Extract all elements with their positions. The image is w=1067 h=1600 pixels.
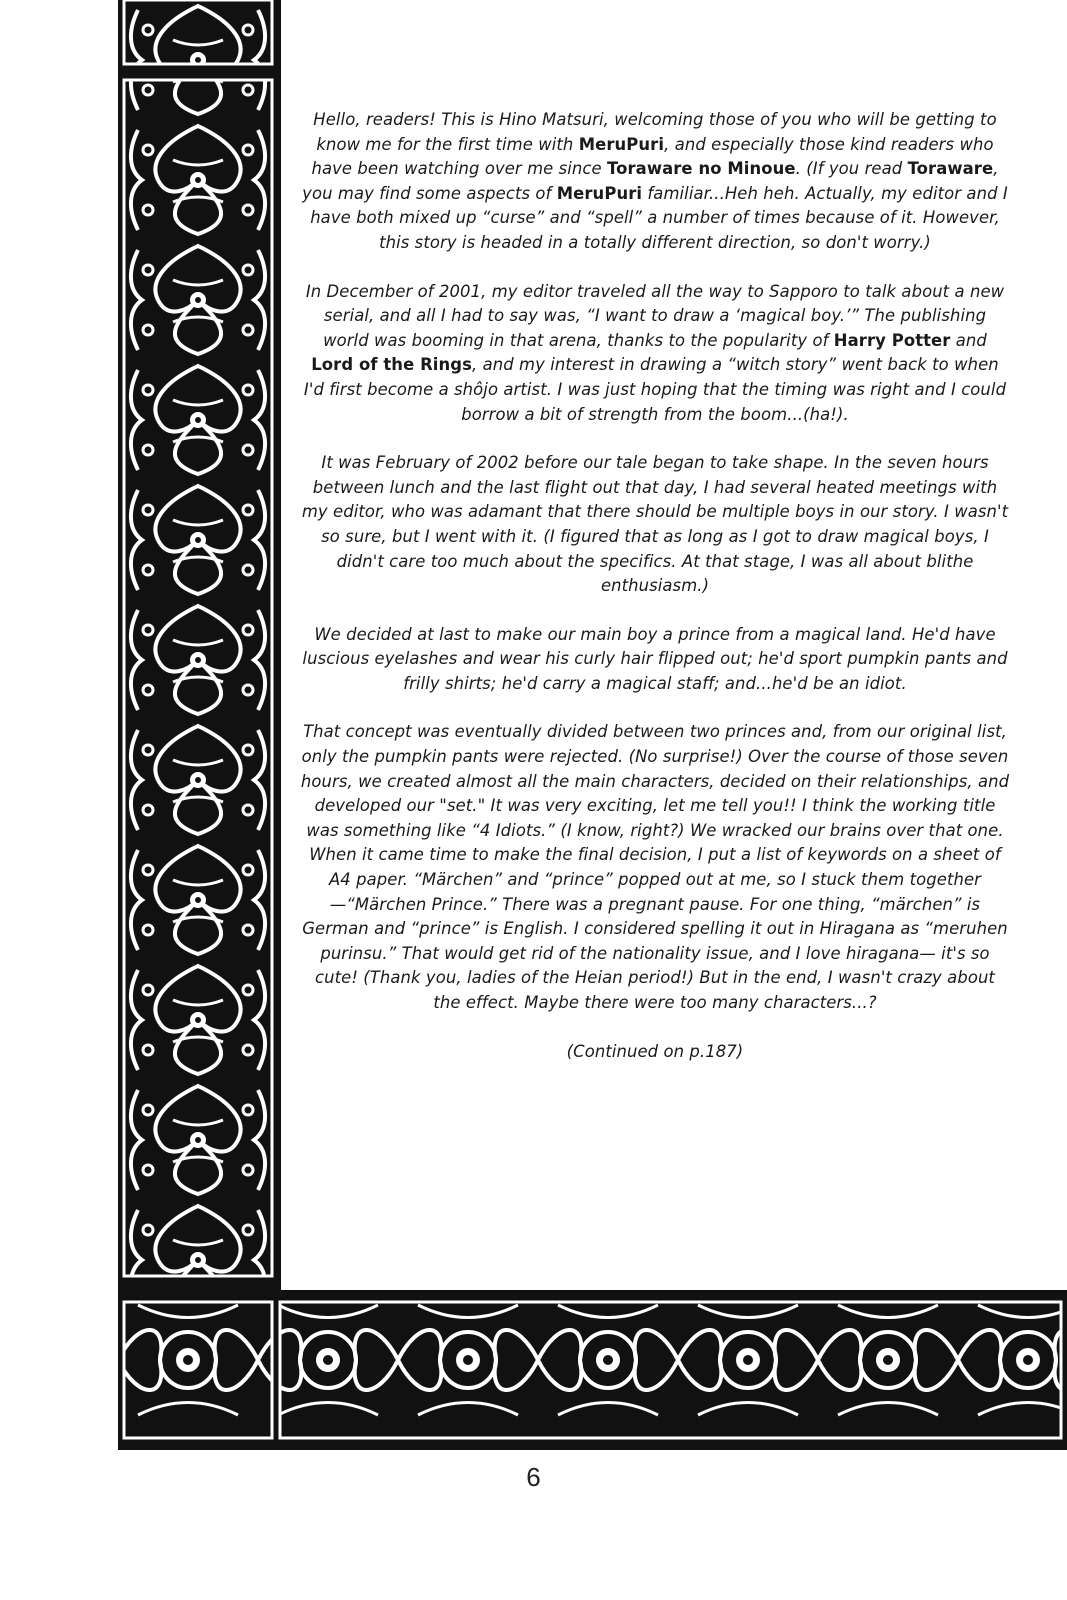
text-run: Hello, readers! This is Hino Matsuri, welcoming those of you who will be getting to know me for the first time with [313,110,997,154]
paragraph-3: It was February of 2002 before our tale began to take shape. In the seven hours between lunch and the last flight out that day, I had several heated meetings with my editor, who was adamant that there should be multiple boys in our story. I wasn't so sure, but I went with it. (I figured that as long as I got to draw magical boys, I didn't care too much about the specifics. At that stage, I was all about blithe enthusiasm.) [301,453,1009,596]
page-number: 6 [526,1462,541,1492]
paragraph-4: We decided at last to make our main boy a prince from a magical land. He'd have luscious eyelashes and wear his curly hair flipped out; he'd sport pumpkin pants and frilly shirts; he'd carry a magical staff; and...he'd be an idiot. [302,624,1008,693]
title-lord-of-the-rings: Lord of the Rings [311,355,472,375]
ornamental-border-bottom [118,1290,1067,1450]
text-run: In December of 2001, my editor traveled all the way to Sapporo to talk about a new serial, and all I had to say was, “I want to draw a ‘magical boy.’” The publishing world was booming in that arena, thanks to the popularity of [305,281,1005,350]
title-meru-puri: MeruPuri [578,134,665,154]
text-run: , you may find some aspects of [302,159,999,203]
body-text [300,108,1010,1088]
text-run: , and my interest in drawing a “witch story” went back to when I'd first become a shôjo artist. I was just hoping that the timing was right and I could borrow a bit of strength from the boom...(ha!). [303,355,1007,424]
title-meru-puri: MeruPuri [556,183,643,203]
paragraph-2 [300,280,1010,428]
title-toraware: Toraware [907,159,994,179]
title-toraware-no-minoue: Toraware no Minoue [607,159,796,179]
ornament-pattern-left [118,0,278,1290]
paragraph-5: That concept was eventually divided between two princes and, from our original list, only the pumpkin pants were rejected. (No surprise!) Over the course of those seven hours, we created almost all the main characters, decided on their relationships, and developed our "set." It was very exciting, let me tell you!! I think the working title was something like “4 Idiots.” (I know, right?) We wracked our brains over that one. When it came time to make the final decision, I put a list of keywords on a sheet of A4 paper. “Märchen” and “prince” popped out at me, so I stuck them together—“Märchen Prince.” There was a pregnant pause. For one thing, “märchen” is German and “prince” is English. I considered spelling it out in Hiragana as “meruhen purinsu.” That would get rid of the nationality issue, and I love hiragana— it's so cute! (Thank you, ladies of the Heian period!) But in the end, I wasn't crazy about the effect. Maybe there were too many characters...? [300,722,1010,1012]
text-run: and [950,330,987,350]
text-run: , and especially those kind readers who have been watching over me since [311,134,994,179]
text-run: . (If you read [795,159,908,179]
continued-note: (Continued on p.187) [566,1041,744,1061]
ornament-pattern-bottom [118,1290,1067,1450]
paragraph-1 [300,108,1010,256]
title-harry-potter: Harry Potter [833,330,951,350]
text-run: familiar...Heh heh. Actually, my editor and I have both mixed up “curse” and “spell” a number of times because of it. However, this story is headed in a totally different direction, so don't worry.) [310,183,1008,252]
ornamental-border-left [118,0,281,1290]
